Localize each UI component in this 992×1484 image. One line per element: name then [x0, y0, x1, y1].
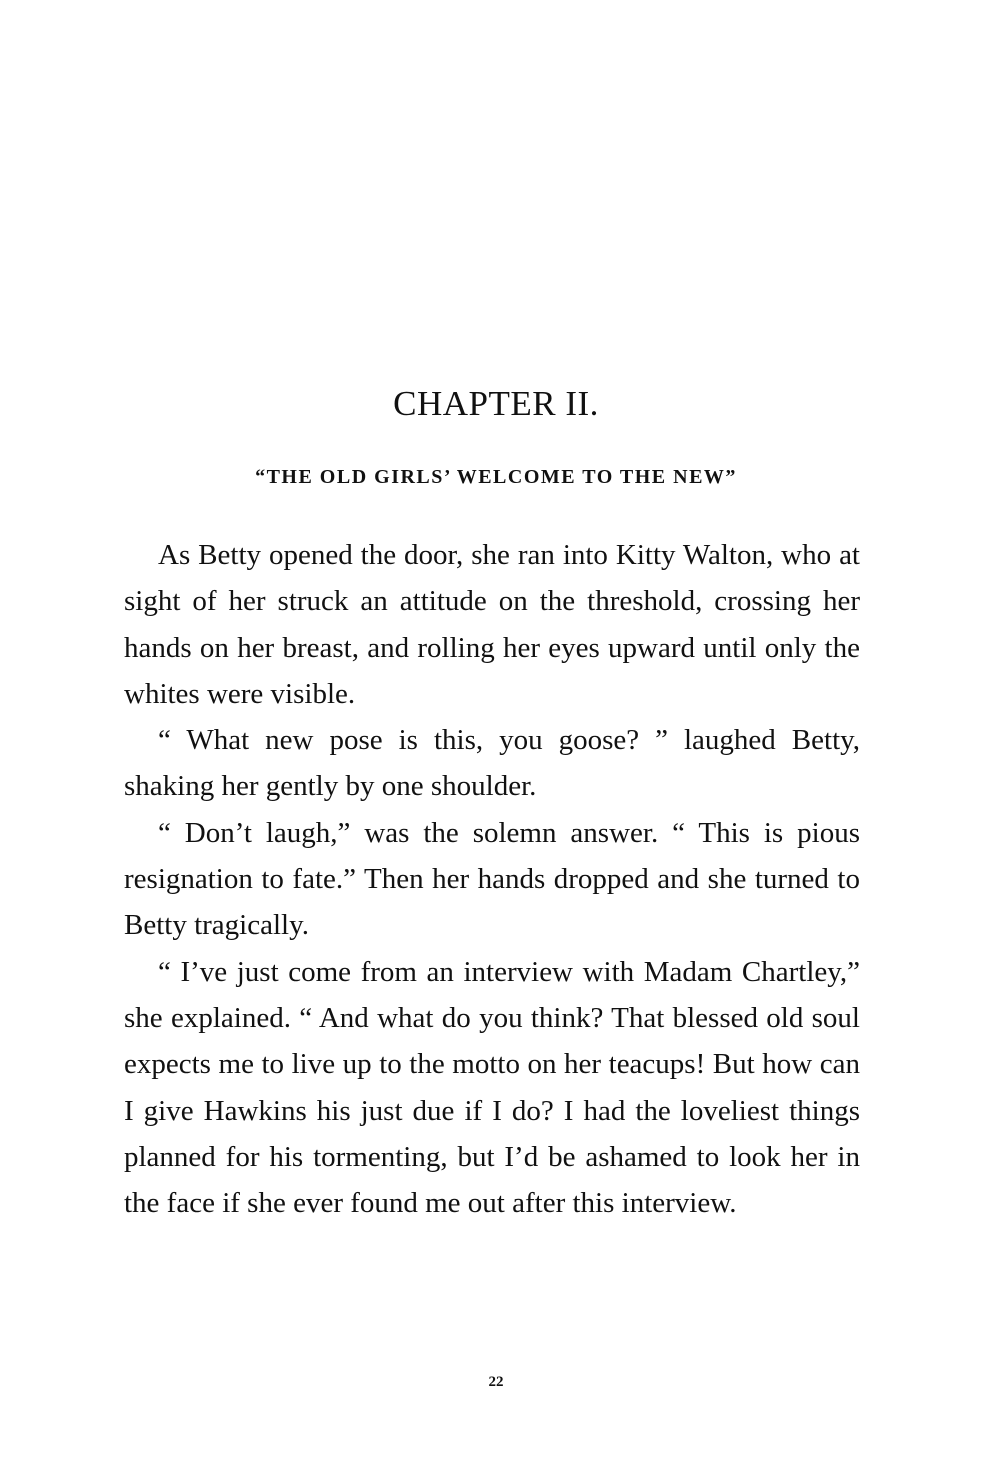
paragraph: “ Don’t laugh,” was the solemn answer. “ This is pious resignation to fate.” Then her hands dropped and she turned to Betty tragically.: [124, 816, 860, 942]
page-number: 22: [488, 1374, 504, 1390]
paragraph: As Betty opened the door, she ran into Kitty Walton, who at sight of her struck an attitude on the threshold, crossing her hands on her breast, and rolling her eyes upward until only the whites were visible.: [124, 539, 860, 710]
body-text: [124, 532, 860, 1226]
chapter-title: “THE OLD GIRLS’ WELCOME TO THE NEW”: [255, 466, 737, 488]
paragraph: “ I’ve just come from an interview with Madam Chartley,” she explained. “ And what do you think? That blessed old soul expects me to live up to the motto on her teacups! But how can I give Hawkins his just due if I do? I had the loveliest things planned for his tormenting, but I’d be ashamed to look her in the face if she ever found me out after this interview.: [124, 955, 860, 1220]
chapter-heading: CHAPTER II.: [393, 384, 599, 423]
paragraph: “ What new pose is this, you goose? ” laughed Betty, shaking her gently by one shoulder.: [124, 724, 860, 803]
